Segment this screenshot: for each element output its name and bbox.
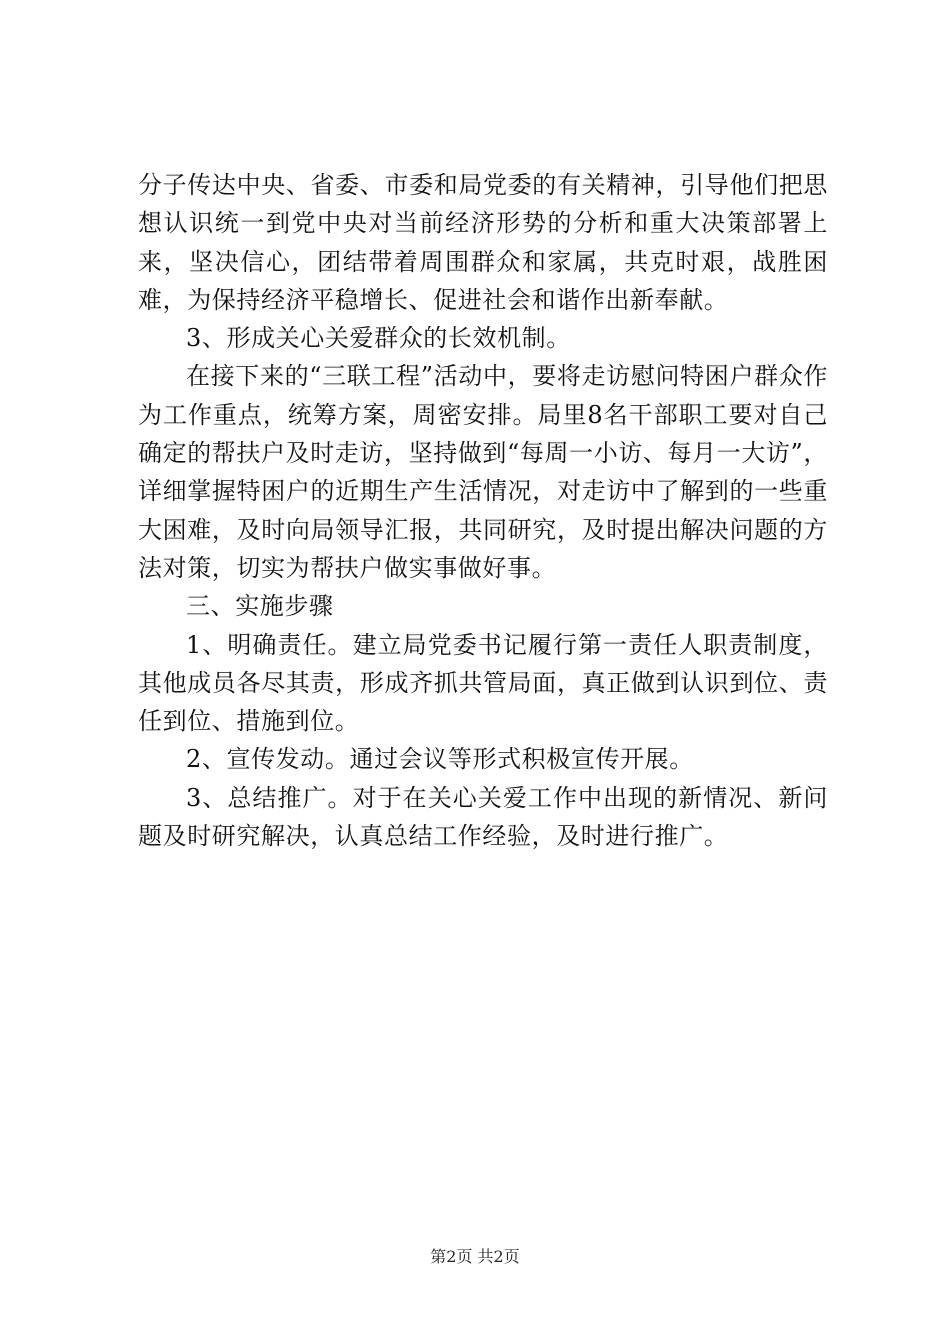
- paragraph-step-publicity: 2、宣传发动。通过会议等形式积极宣传开展。: [186, 745, 694, 774]
- page-footer-page-number: 第2页 共2页: [430, 1247, 520, 1266]
- paragraph-continuation: 分子传达中央、省委、市委和局党委的有关精神，引导他们把思想认识统一到党中央对当前经济形势的分析和重大决策部署上来，坚决信心，团结带着周围群众和家属，共克时艰，战胜困难，为保持经济平稳增长、促进社会和谐作出新奉献。: [138, 171, 828, 314]
- paragraph-step-summarize-promote: 3、总结推广。对于在关心关爱工作中出现的新情况、新问题及时研究解决，认真总结工作经验，及时进行推广。: [138, 783, 828, 851]
- document-body: [138, 166, 828, 855]
- section-heading-implementation-steps: 三、实施步骤: [186, 592, 334, 621]
- paragraph-step-clarify-responsibility: 1、明确责任。建立局党委书记履行第一责任人职责制度，其他成员各尽其责，形成齐抓共管局面，真正做到认识到位、责任到位、措施到位。: [138, 630, 828, 736]
- paragraph-three-links-project: 在接下来的“三联工程”活动中，要将走访慰问特困户群众作为工作重点，统筹方案，周密安排。局里8名干部职工要对自己确定的帮扶户及时走访，坚持做到“每周一小访、每月一大访”，详细掌握特困户的近期生产生活情况，对走访中了解到的一些重大困难，及时向局领导汇报，共同研究，及时提出解决问题的方法对策，切实为帮扶户做实事做好事。: [138, 362, 828, 582]
- paragraph-heading-long-term-mechanism: 3、形成关心关爱群众的长效机制。: [186, 324, 571, 353]
